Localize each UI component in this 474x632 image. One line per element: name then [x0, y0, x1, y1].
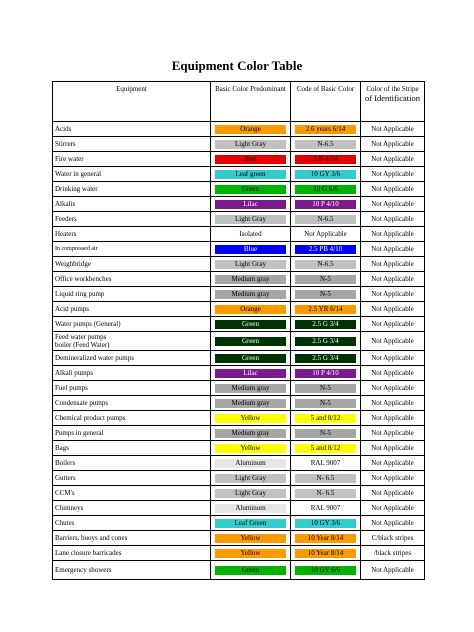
basic-color-swatch: Light Gray: [215, 140, 286, 149]
basic-color-cell: [211, 167, 291, 182]
code-cell: [291, 396, 361, 411]
code-cell: [291, 137, 361, 152]
basic-color-swatch: Green: [215, 320, 286, 329]
table-row: [53, 516, 425, 531]
equipment-name: Barriers, buoys and cones: [53, 531, 211, 546]
basic-color-cell: [211, 272, 291, 287]
equipment-name: Acid pumps: [53, 302, 211, 317]
code-swatch: N-5: [295, 429, 356, 438]
equipment-name: Boilers: [53, 456, 211, 471]
basic-color-cell: [211, 287, 291, 302]
code-cell: [291, 272, 361, 287]
equipment-name: In compressed air: [53, 242, 211, 257]
stripe-cell: Not Applicable: [361, 366, 425, 381]
basic-color-cell: [211, 302, 291, 317]
basic-color-swatch: Lilac: [215, 200, 286, 209]
basic-color-swatch: Green: [215, 354, 286, 363]
table-row: [53, 152, 425, 167]
code-swatch: 10 GY 3/6: [295, 170, 356, 179]
basic-color-cell: [211, 546, 291, 561]
table-header-row: [53, 82, 425, 122]
table-row: [53, 531, 425, 546]
stripe-cell: /black stripes: [361, 546, 425, 561]
basic-color-cell: [211, 137, 291, 152]
table-row: [53, 122, 425, 137]
basic-color-cell: [211, 561, 291, 580]
equipment-name: Weighbridge: [53, 257, 211, 272]
code-swatch: N-5: [295, 384, 356, 393]
stripe-cell: Not Applicable: [361, 137, 425, 152]
basic-color-swatch: Light Gray: [215, 489, 286, 498]
equipment-name: Feeders: [53, 212, 211, 227]
stripe-cell: Not Applicable: [361, 272, 425, 287]
equipment-name: Pumps in general: [53, 426, 211, 441]
basic-color-cell: [211, 396, 291, 411]
equipment-name: Condensate pumps: [53, 396, 211, 411]
basic-color-cell: [211, 516, 291, 531]
equipment-name: Chemical product pumps: [53, 411, 211, 426]
table-row: [53, 182, 425, 197]
table-row: [53, 441, 425, 456]
code-cell: [291, 167, 361, 182]
code-swatch: 10 GY 6/6: [295, 566, 356, 575]
code-swatch: N-5: [295, 399, 356, 408]
code-cell: [291, 332, 361, 351]
stripe-cell: Not Applicable: [361, 501, 425, 516]
code-swatch: 2.5 YR 6/14: [295, 305, 356, 314]
code-cell: [291, 441, 361, 456]
code-cell: [291, 287, 361, 302]
equipment-name: Liquid ring pump: [53, 287, 211, 302]
equipment-color-table: [52, 81, 425, 580]
table-row: [53, 257, 425, 272]
equipment-name: Chutes: [53, 516, 211, 531]
basic-color-cell: [211, 456, 291, 471]
stripe-cell: Not Applicable: [361, 381, 425, 396]
code-swatch: 10 P 4/10: [295, 369, 356, 378]
stripe-cell: Not Applicable: [361, 332, 425, 351]
code-cell: [291, 546, 361, 561]
basic-color-swatch: Yellow: [215, 549, 286, 558]
equipment-name: Water pumps (General): [53, 317, 211, 332]
code-swatch: RAL 9007: [295, 459, 356, 468]
equipment-name: CCM's: [53, 486, 211, 501]
stripe-cell: Not Applicable: [361, 212, 425, 227]
table-row: [53, 411, 425, 426]
code-cell: [291, 486, 361, 501]
basic-color-swatch: Yellow: [215, 444, 286, 453]
table-row: [53, 426, 425, 441]
header-equipment: Equipment: [53, 82, 211, 122]
basic-color-swatch: Medium gray: [215, 275, 286, 284]
basic-color-swatch: Orange: [215, 125, 286, 134]
basic-color-swatch: Green: [215, 566, 286, 575]
table-row: [53, 227, 425, 242]
basic-color-swatch: Aluminum: [215, 459, 286, 468]
basic-color-swatch: Yellow: [215, 414, 286, 423]
basic-color-swatch: Medium gray: [215, 384, 286, 393]
equipment-name: Stirrers: [53, 137, 211, 152]
basic-color-swatch: Blue: [215, 245, 286, 254]
code-cell: [291, 197, 361, 212]
stripe-cell: Not Applicable: [361, 302, 425, 317]
page-title: Equipment Color Table: [171, 58, 303, 73]
basic-color-swatch: Aluminum: [215, 504, 286, 513]
table-row: [53, 197, 425, 212]
basic-color-cell: [211, 381, 291, 396]
equipment-name: Acids: [53, 122, 211, 137]
table-row: [53, 486, 425, 501]
code-cell: [291, 561, 361, 580]
table-row: [53, 471, 425, 486]
equipment-name: Demineralized water pumps: [53, 351, 211, 366]
basic-color-cell: [211, 351, 291, 366]
header-code: Code of Basic Color: [291, 82, 361, 122]
basic-color-swatch: Green: [215, 337, 286, 346]
stripe-cell: Not Applicable: [361, 471, 425, 486]
stripe-cell: Not Applicable: [361, 152, 425, 167]
stripe-cell: Not Applicable: [361, 317, 425, 332]
code-cell: [291, 516, 361, 531]
stripe-cell: C/black stripes: [361, 531, 425, 546]
table-row: [53, 167, 425, 182]
equipment-name: Office workbenches: [53, 272, 211, 287]
basic-color-swatch: Medium gray: [215, 399, 286, 408]
basic-color-swatch: Medium gray: [215, 290, 286, 299]
code-cell: [291, 212, 361, 227]
stripe-cell: Not Applicable: [361, 486, 425, 501]
stripe-cell: Not Applicable: [361, 257, 425, 272]
equipment-name: Chimneys: [53, 501, 211, 516]
code-cell: [291, 426, 361, 441]
table-row: [53, 317, 425, 332]
code-swatch: N-6.5: [295, 260, 356, 269]
code-swatch: 2.6 years 6/14: [295, 125, 356, 134]
stripe-cell: Not Applicable: [361, 396, 425, 411]
table-row: [53, 381, 425, 396]
basic-color-cell: [211, 257, 291, 272]
code-cell: [291, 227, 361, 242]
basic-color-cell: [211, 182, 291, 197]
basic-color-cell: [211, 501, 291, 516]
equipment-name: Lane closure barricades: [53, 546, 211, 561]
basic-color-cell: [211, 122, 291, 137]
table-row: [53, 396, 425, 411]
code-cell: [291, 531, 361, 546]
basic-color-cell: [211, 152, 291, 167]
basic-color-swatch: Light Gray: [215, 215, 286, 224]
code-cell: [291, 182, 361, 197]
basic-color-cell: [211, 531, 291, 546]
code-swatch: Not Applicable: [295, 230, 356, 239]
basic-color-swatch: Light Gray: [215, 260, 286, 269]
code-cell: [291, 351, 361, 366]
equipment-name: Alkalis: [53, 197, 211, 212]
table-row: [53, 287, 425, 302]
code-cell: [291, 242, 361, 257]
table-row: [53, 242, 425, 257]
stripe-cell: Not Applicable: [361, 351, 425, 366]
basic-color-swatch: Red: [215, 155, 286, 164]
code-cell: [291, 366, 361, 381]
basic-color-cell: [211, 486, 291, 501]
equipment-name: Emergency showers: [53, 561, 211, 580]
code-swatch: N-6.5: [295, 215, 356, 224]
code-cell: [291, 471, 361, 486]
basic-color-cell: [211, 227, 291, 242]
header-stripe-line1: Color of the Stripe: [366, 85, 419, 93]
stripe-cell: Not Applicable: [361, 516, 425, 531]
stripe-cell: Not Applicable: [361, 242, 425, 257]
basic-color-swatch: Isolated: [215, 230, 286, 239]
basic-color-cell: [211, 471, 291, 486]
code-swatch: 5 and 8/12: [295, 444, 356, 453]
code-cell: [291, 456, 361, 471]
equipment-name: Water in general: [53, 167, 211, 182]
equipment-name: Gutters: [53, 471, 211, 486]
table-row: [53, 546, 425, 561]
stripe-cell: Not Applicable: [361, 456, 425, 471]
table-row: [53, 456, 425, 471]
code-swatch: 10 GY 3/6: [295, 519, 356, 528]
code-swatch: 10 Year 8/14: [295, 549, 356, 558]
table-row: [53, 212, 425, 227]
table-row: [53, 366, 425, 381]
basic-color-cell: [211, 366, 291, 381]
basic-color-swatch: Green: [215, 185, 286, 194]
code-cell: [291, 152, 361, 167]
header-stripe: [361, 82, 425, 122]
code-swatch: N-5: [295, 290, 356, 299]
stripe-cell: Not Applicable: [361, 411, 425, 426]
equipment-name: Alkali pumps: [53, 366, 211, 381]
code-swatch: N- 6.5: [295, 474, 356, 483]
equipment-name: Fire water: [53, 152, 211, 167]
code-swatch: 5 R 4/14: [295, 155, 356, 164]
basic-color-swatch: Yellow: [215, 534, 286, 543]
equipment-name: Heaters: [53, 227, 211, 242]
basic-color-swatch: Light Gray: [215, 474, 286, 483]
basic-color-swatch: Leaf Green: [215, 519, 286, 528]
equipment-name: Drinking water: [53, 182, 211, 197]
code-cell: [291, 302, 361, 317]
basic-color-cell: [211, 411, 291, 426]
stripe-cell: Not Applicable: [361, 441, 425, 456]
code-cell: [291, 411, 361, 426]
code-cell: [291, 257, 361, 272]
table-row: [53, 272, 425, 287]
basic-color-cell: [211, 212, 291, 227]
header-stripe-line2: of Identification: [365, 93, 420, 103]
code-cell: [291, 501, 361, 516]
table-row: [53, 302, 425, 317]
table-row: [53, 561, 425, 580]
code-swatch: N-5: [295, 275, 356, 284]
basic-color-cell: [211, 441, 291, 456]
code-swatch: 10 G 6/6: [295, 185, 356, 194]
stripe-cell: Not Applicable: [361, 287, 425, 302]
stripe-cell: Not Applicable: [361, 227, 425, 242]
code-swatch: N-6.5: [295, 140, 356, 149]
equipment-name: Feed water pumps boiler (Feed Water): [53, 332, 211, 351]
table-row: [53, 501, 425, 516]
basic-color-cell: [211, 332, 291, 351]
equipment-name: Bags: [53, 441, 211, 456]
code-swatch: 5 and 8/12: [295, 414, 356, 423]
code-swatch: 2.5 G 3/4: [295, 337, 356, 346]
stripe-cell: Not Applicable: [361, 167, 425, 182]
code-swatch: 10 Year 8/14: [295, 534, 356, 543]
basic-color-swatch: Lilac: [215, 369, 286, 378]
stripe-cell: Not Applicable: [361, 426, 425, 441]
stripe-cell: Not Applicable: [361, 122, 425, 137]
basic-color-cell: [211, 197, 291, 212]
header-basic-color: Basic Color Predominant: [211, 82, 291, 122]
stripe-cell: Not Applicable: [361, 561, 425, 580]
code-cell: [291, 122, 361, 137]
equipment-name: Fuel pumps: [53, 381, 211, 396]
basic-color-cell: [211, 426, 291, 441]
basic-color-swatch: Leaf green: [215, 170, 286, 179]
basic-color-cell: [211, 242, 291, 257]
table-row: [53, 351, 425, 366]
stripe-cell: Not Applicable: [361, 182, 425, 197]
table-row: [53, 332, 425, 351]
basic-color-swatch: Orange: [215, 305, 286, 314]
stripe-cell: Not Applicable: [361, 197, 425, 212]
code-swatch: 2.5 G 3/4: [295, 354, 356, 363]
code-swatch: 2.5 G 3/4: [295, 320, 356, 329]
code-swatch: RAL 9007: [295, 504, 356, 513]
code-cell: [291, 317, 361, 332]
code-swatch: N- 6.5: [295, 489, 356, 498]
basic-color-cell: [211, 317, 291, 332]
code-swatch: 10 P 4/10: [295, 200, 356, 209]
basic-color-swatch: Medium gray: [215, 429, 286, 438]
table-row: [53, 137, 425, 152]
code-cell: [291, 381, 361, 396]
code-swatch: 2.5 PB 4/10: [295, 245, 356, 254]
